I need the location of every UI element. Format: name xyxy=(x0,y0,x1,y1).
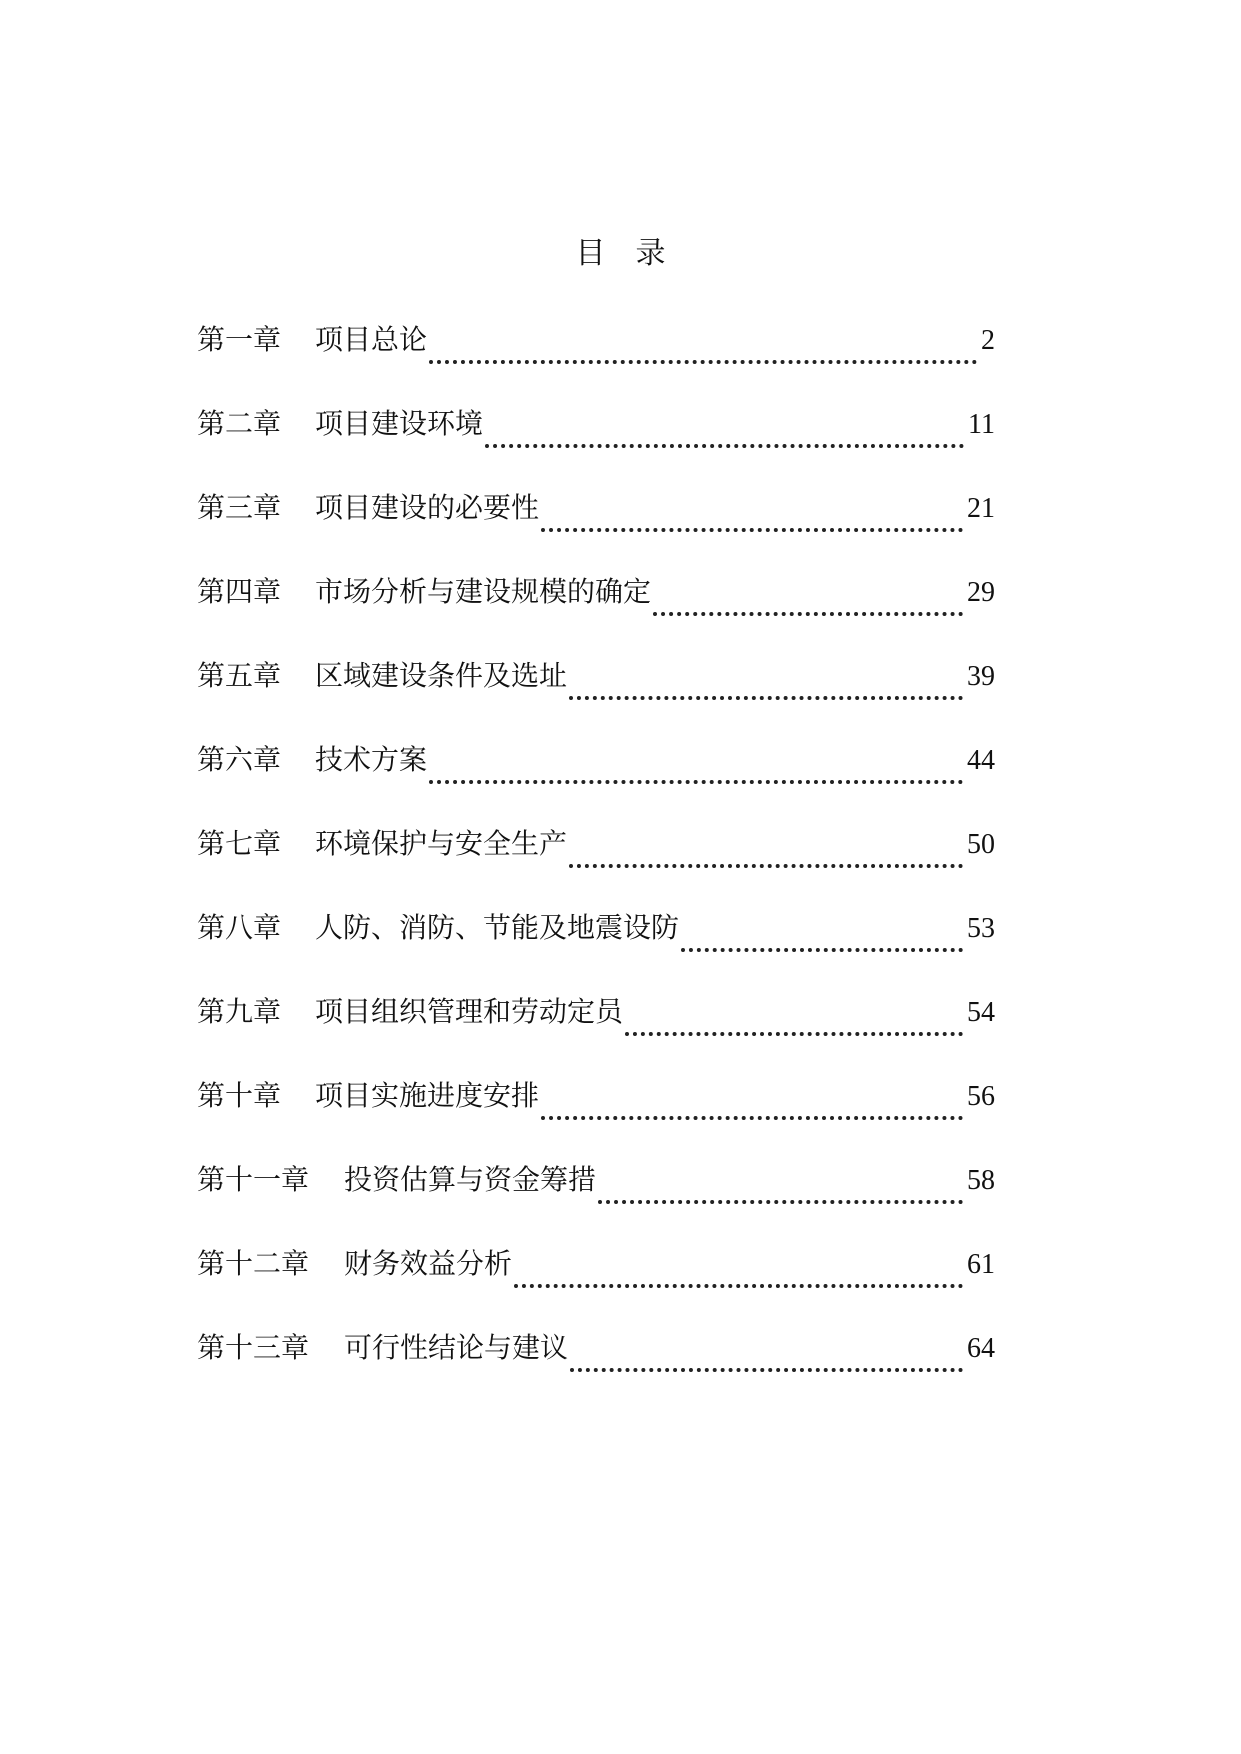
toc-page-number: 54 xyxy=(967,997,995,1028)
toc-leader-dots xyxy=(569,682,963,710)
toc-item-13[interactable] xyxy=(197,1326,995,1410)
toc-leader-dots xyxy=(514,1270,963,1298)
toc-page-number: 21 xyxy=(967,493,995,524)
toc-item-9[interactable] xyxy=(197,990,995,1074)
toc-page-number: 53 xyxy=(967,913,995,944)
toc-chapter-number: 第十三章 xyxy=(197,1331,310,1364)
toc-item-12[interactable] xyxy=(197,1242,995,1326)
toc-item-7[interactable] xyxy=(197,822,995,906)
toc-chapter-number: 第九章 xyxy=(197,995,282,1028)
toc-item-5[interactable] xyxy=(197,654,995,738)
toc-chapter-number: 第六章 xyxy=(197,743,282,776)
toc-chapter-title: 项目组织管理和劳动定员 xyxy=(315,995,624,1028)
toc-chapter-title: 可行性结论与建议 xyxy=(344,1331,569,1364)
toc-chapter-title: 市场分析与建设规模的确定 xyxy=(315,575,652,608)
toc-leader-dots xyxy=(541,1102,963,1130)
toc-item-1[interactable] xyxy=(197,318,995,402)
toc-chapter-number: 第五章 xyxy=(197,659,282,692)
toc-list xyxy=(197,318,995,1410)
toc-page-number: 58 xyxy=(967,1165,995,1196)
toc-chapter-title: 财务效益分析 xyxy=(344,1247,513,1280)
toc-page-number: 2 xyxy=(981,325,995,356)
toc-chapter-number: 第十二章 xyxy=(197,1247,310,1280)
toc-page-number: 39 xyxy=(967,661,995,692)
toc-item-6[interactable] xyxy=(197,738,995,822)
toc-page-number: 64 xyxy=(967,1333,995,1364)
toc-chapter-number: 第十一章 xyxy=(197,1163,310,1196)
toc-chapter-title: 环境保护与安全生产 xyxy=(315,827,568,860)
toc-item-3[interactable] xyxy=(197,486,995,570)
toc-item-8[interactable] xyxy=(197,906,995,990)
toc-page-number: 56 xyxy=(967,1081,995,1112)
toc-leader-dots xyxy=(625,1018,963,1046)
toc-leader-dots xyxy=(653,598,963,626)
toc-chapter-number: 第一章 xyxy=(197,323,282,356)
toc-chapter-title: 项目建设环境 xyxy=(315,407,484,440)
toc-chapter-number: 第三章 xyxy=(197,491,282,524)
toc-leader-dots xyxy=(681,934,963,962)
toc-leader-dots xyxy=(598,1186,963,1214)
toc-title: 目录 xyxy=(575,236,696,271)
toc-leader-dots xyxy=(541,514,963,542)
toc-page-number: 61 xyxy=(967,1249,995,1280)
toc-chapter-title: 区域建设条件及选址 xyxy=(315,659,568,692)
toc-leader-dots xyxy=(570,1354,963,1382)
toc-page-number: 44 xyxy=(967,745,995,776)
toc-chapter-title: 项目总论 xyxy=(315,323,428,356)
toc-leader-dots xyxy=(569,850,963,878)
toc-item-11[interactable] xyxy=(197,1158,995,1242)
toc-chapter-title: 投资估算与资金筹措 xyxy=(344,1163,597,1196)
toc-page-number: 11 xyxy=(968,409,995,440)
toc-leader-dots xyxy=(429,766,963,794)
toc-chapter-title: 项目建设的必要性 xyxy=(315,491,540,524)
toc-chapter-title: 技术方案 xyxy=(315,743,428,776)
toc-leader-dots xyxy=(485,430,964,458)
toc-chapter-number: 第七章 xyxy=(197,827,282,860)
toc-item-2[interactable] xyxy=(197,402,995,486)
toc-chapter-number: 第二章 xyxy=(197,407,282,440)
toc-chapter-title: 项目实施进度安排 xyxy=(315,1079,540,1112)
toc-chapter-number: 第八章 xyxy=(197,911,282,944)
toc-item-4[interactable] xyxy=(197,570,995,654)
toc-page-number: 50 xyxy=(967,829,995,860)
toc-page-number: 29 xyxy=(967,577,995,608)
toc-chapter-title: 人防、消防、节能及地震设防 xyxy=(315,911,680,944)
toc-leader-dots xyxy=(429,346,977,374)
toc-chapter-number: 第十章 xyxy=(197,1079,282,1112)
toc-item-10[interactable] xyxy=(197,1074,995,1158)
toc-chapter-number: 第四章 xyxy=(197,575,282,608)
